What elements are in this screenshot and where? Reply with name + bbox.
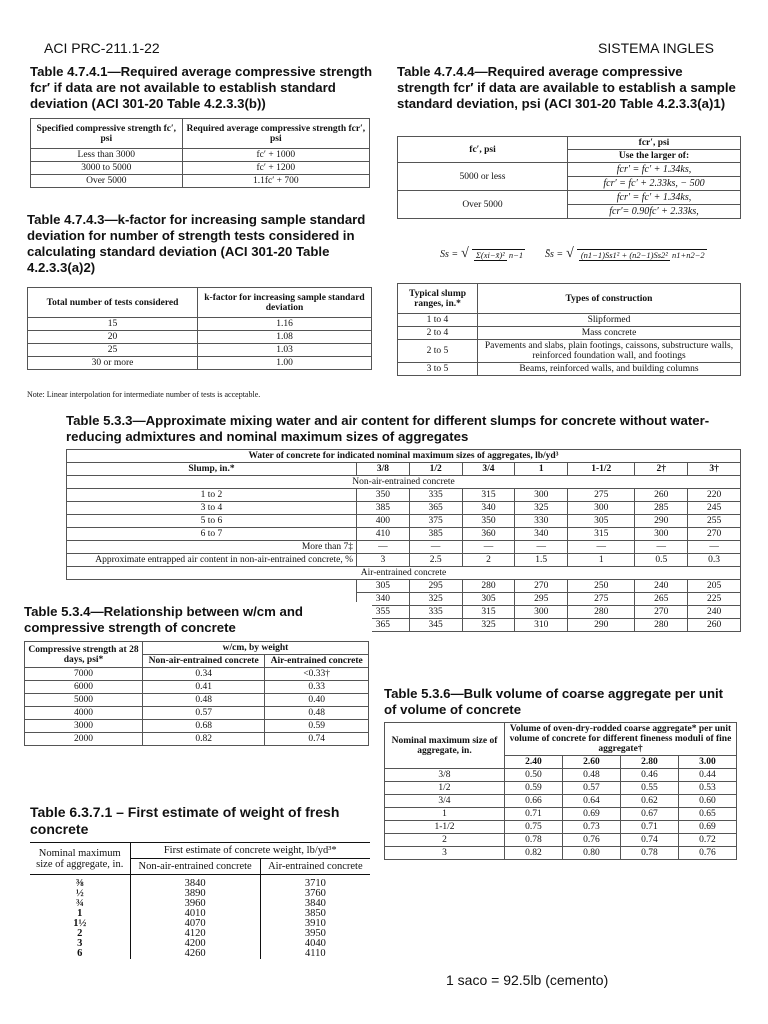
table-cell: 0.74 <box>620 834 678 847</box>
table-header: First estimate of concrete weight, lb/yd³* <box>130 843 370 859</box>
table-cell: fcr′ = fc′ + 1.34ks, <box>568 191 741 205</box>
table-row <box>67 489 741 502</box>
table-cell: 300 <box>568 502 635 515</box>
table-cell: 0.71 <box>620 821 678 834</box>
table-row <box>385 808 737 821</box>
formula-ss: Ss = √ Σ(xi−x̄)² n−1 <box>440 246 524 261</box>
table-cell: 0.3 <box>688 554 741 567</box>
table-cell: 315 <box>462 489 515 502</box>
table-cell: — <box>688 541 741 554</box>
table-4741 <box>30 118 370 188</box>
table-header: 3.00 <box>678 756 736 769</box>
table-header: Water of concrete for indicated nominal maximum sizes of aggregates, lb/yd³ <box>67 450 741 463</box>
table-cell: 0.76 <box>562 834 620 847</box>
table-cell: 3 <box>385 847 505 860</box>
table-cell: 0.69 <box>678 821 736 834</box>
table-cell: 0.62 <box>620 795 678 808</box>
table-row <box>25 720 369 733</box>
table-header: Slump, in.* <box>67 463 357 476</box>
table-row <box>25 733 369 746</box>
formula-fraction <box>577 249 707 260</box>
table-cell: 6 to 7 <box>67 528 357 541</box>
table-cell: 0.59 <box>265 720 369 733</box>
table-cell: 260 <box>688 619 741 632</box>
table-cell: 400 <box>357 515 410 528</box>
formula-label: Ss = <box>440 248 459 260</box>
table-header: 2† <box>635 463 688 476</box>
table-533-caption: Table 5.3.3—Approximate mixing water and air content for different slumps for concrete without water-reducing admixtures and nominal maximum sizes of aggregates <box>66 413 710 444</box>
table-cell: 3000 <box>25 720 143 733</box>
table-header: Air-entrained concrete <box>265 655 369 668</box>
table-row <box>385 769 737 782</box>
table-row <box>25 681 369 694</box>
table-cell: 280 <box>635 619 688 632</box>
table-cell: 1 <box>568 554 635 567</box>
table-cell: 5000 <box>25 694 143 707</box>
table-cell: — <box>357 541 410 554</box>
table-cell-empty <box>67 580 357 593</box>
table-cell: 265 <box>635 593 688 606</box>
table-cell: 315 <box>568 528 635 541</box>
table-cell: fcr′= 0.90fc′ + 2.33ks, <box>568 205 741 219</box>
table-cell: fcr′ = fc′ + 2.33ks, − 500 <box>568 177 741 191</box>
table-cell: 305 <box>568 515 635 528</box>
table-cell: 1 <box>385 808 505 821</box>
table-cell: 0.66 <box>505 795 563 808</box>
formula-denominator: n−1 <box>508 249 524 260</box>
table-cell: 270 <box>515 580 568 593</box>
table-header: Volume of oven-dry-rodded coarse aggregate* per unit volume of concrete for different fineness moduli of fine aggregate† <box>505 723 737 756</box>
table-cell: 375 <box>409 515 462 528</box>
table-row <box>67 528 741 541</box>
table-534-caption: Table 5.3.4—Relationship between w/cm and compressive strength of concrete <box>24 604 303 635</box>
table-row <box>385 795 737 808</box>
table-header: k-factor for increasing sample standard deviation <box>198 288 372 318</box>
table-cell: 0.82 <box>143 733 265 746</box>
table-header: w/cm, by weight <box>143 642 369 655</box>
table-cell: 330 <box>515 515 568 528</box>
table-cell: 0.48 <box>265 707 369 720</box>
table-header: 1 <box>515 463 568 476</box>
table-cell: 20 <box>28 331 198 344</box>
table-cell: More than 7‡ <box>67 541 357 554</box>
table-header: 3/4 <box>462 463 515 476</box>
table-cell: Beams, reinforced walls, and building columns <box>478 363 741 376</box>
table-cell: Over 5000 <box>398 191 568 219</box>
table-cell: 345 <box>409 619 462 632</box>
table-cell: 335 <box>409 489 462 502</box>
table-row <box>385 821 737 834</box>
table-cell: 245 <box>688 502 741 515</box>
table-row <box>25 694 369 707</box>
table-cell: 1.1fc′ + 700 <box>182 175 369 188</box>
table-header: fcr′, psi <box>568 137 741 150</box>
table-cell: 325 <box>462 619 515 632</box>
table-cell: 325 <box>409 593 462 606</box>
table-cell: fc′ + 1200 <box>182 162 369 175</box>
table-cell: 270 <box>635 606 688 619</box>
table-header: Total number of tests considered <box>28 288 198 318</box>
table-cell: 1.03 <box>198 344 372 357</box>
table-cell: 385 <box>409 528 462 541</box>
table-cell: 300 <box>515 489 568 502</box>
table-header: 3/8 <box>357 463 410 476</box>
table-cell: 350 <box>357 489 410 502</box>
table-cell: 270 <box>688 528 741 541</box>
table-cell: 285 <box>635 502 688 515</box>
table-cell: 0.41 <box>143 681 265 694</box>
table-cell: 0.78 <box>505 834 563 847</box>
table-cell: 0.76 <box>678 847 736 860</box>
table-cell: 1.00 <box>198 357 372 370</box>
table-cell: 280 <box>462 580 515 593</box>
table-cell: — <box>515 541 568 554</box>
table-row <box>67 502 741 515</box>
table-header: fc′, psi <box>398 137 568 163</box>
table-row <box>398 327 741 340</box>
table-row <box>398 340 741 363</box>
table-cell: 225 <box>688 593 741 606</box>
table-cell: 275 <box>568 489 635 502</box>
table-cell: 290 <box>568 619 635 632</box>
table-cell: 0.68 <box>143 720 265 733</box>
table-cell: 3/8 <box>385 769 505 782</box>
table-4744-caption: Table 4.7.4.4—Required average compressive strength fcr′ if data are available to establish a sample standard deviation, psi (ACI 301-20 Table 4.2.3.3(a)1) <box>397 64 736 111</box>
table-cell: 3710 3760 3840 3850 3910 3950 4040 4110 <box>304 878 326 959</box>
table-cell: 2 <box>385 834 505 847</box>
table-cell: 25 <box>28 344 198 357</box>
table-header: Nominal maximum size of aggregate, in. <box>385 723 505 769</box>
table-cell: 3/4 <box>385 795 505 808</box>
table-row <box>398 363 741 376</box>
table-header: Types of construction <box>478 284 741 314</box>
table-534 <box>24 641 369 746</box>
table-cell: Approximate entrapped air content in non-air-entrained concrete, % <box>67 554 357 567</box>
table-cell: 205 <box>688 580 741 593</box>
table-row <box>25 707 369 720</box>
system-label: SISTEMA INGLES <box>598 40 714 56</box>
table-536-caption: Table 5.3.6—Bulk volume of coarse aggregate per unit of volume of concrete <box>384 686 724 717</box>
table-cell: Mass concrete <box>478 327 741 340</box>
table-cell: 260 <box>635 489 688 502</box>
table-cell: <0.33† <box>265 668 369 681</box>
table-cell: — <box>462 541 515 554</box>
table-6371-caption: Table 6.3.7.1 – First estimate of weight of fresh concrete <box>30 804 340 837</box>
table-4743 <box>27 287 372 370</box>
table-row <box>398 191 741 205</box>
table-cell: 280 <box>568 606 635 619</box>
table-header: 1-1/2 <box>568 463 635 476</box>
table-row <box>398 163 741 177</box>
table-cell: 0.50 <box>505 769 563 782</box>
table-cell: 30 or more <box>28 357 198 370</box>
table-cell: 4000 <box>25 707 143 720</box>
table-header: 2.40 <box>505 756 563 769</box>
table-cell: 0.57 <box>143 707 265 720</box>
table-cell: — <box>409 541 462 554</box>
table-row <box>28 331 372 344</box>
table-section-label: Non-air-entrained concrete <box>67 476 741 489</box>
table-cell: 5000 or less <box>398 163 568 191</box>
table-cell: 0.60 <box>678 795 736 808</box>
table-cell: 2 <box>462 554 515 567</box>
table-cell: 0.44 <box>678 769 736 782</box>
table-cell: 3000 to 5000 <box>31 162 183 175</box>
table-row <box>31 175 370 188</box>
table-cell: 240 <box>635 580 688 593</box>
table-cell: 0.82 <box>505 847 563 860</box>
table-cell: 0.65 <box>678 808 736 821</box>
table-cell: 325 <box>515 502 568 515</box>
table-header: Air-entrained concrete <box>260 859 370 875</box>
table-header: Typical slump ranges, in.* <box>398 284 478 314</box>
table-row <box>67 541 741 554</box>
table-cell: 0.48 <box>143 694 265 707</box>
table-header: Non-air-entrained concrete <box>143 655 265 668</box>
table-cell: Slipformed <box>478 314 741 327</box>
table-cell: 385 <box>357 502 410 515</box>
formula-fraction <box>472 249 525 260</box>
table-cell: fcr′ = fc′ + 1.34ks, <box>568 163 741 177</box>
table-cell: 410 <box>357 528 410 541</box>
table-cell: 360 <box>462 528 515 541</box>
table-cell: 300 <box>635 528 688 541</box>
table-cell: 0.67 <box>620 808 678 821</box>
table-row <box>385 847 737 860</box>
table-cell: 220 <box>688 489 741 502</box>
table-section-label: Air-entrained concrete <box>67 567 741 580</box>
table-cell: 1 to 4 <box>398 314 478 327</box>
table-cell: 0.74 <box>265 733 369 746</box>
table-cell: — <box>635 541 688 554</box>
table-cell: 240 <box>688 606 741 619</box>
table-cell: ⅜ ½ ¾ 1 1½ 2 3 6 <box>30 875 130 960</box>
formula-denominator: n1+n2−2 <box>671 249 705 260</box>
table-cell: Less than 3000 <box>31 149 183 162</box>
table-cell: 0.53 <box>678 782 736 795</box>
table-cell: 15 <box>28 318 198 331</box>
table-cell: 0.48 <box>562 769 620 782</box>
slump-table <box>397 283 741 376</box>
table-header: 3† <box>688 463 741 476</box>
table-cell: 0.59 <box>505 782 563 795</box>
table-cell: 1 to 2 <box>67 489 357 502</box>
table-header: Non-air-entrained concrete <box>130 859 260 875</box>
table-cell: 0.75 <box>505 821 563 834</box>
table-row <box>31 162 370 175</box>
table-4743-note: Note: Linear interpolation for intermediate number of tests is acceptable. <box>27 390 261 399</box>
table-cell: 0.34 <box>143 668 265 681</box>
table-header: Compressive strength at 28 days, psi* <box>25 642 143 668</box>
table-cell: Pavements and slabs, plain footings, caissons, substructure walls, reinforced foundation wall, and footings <box>478 340 741 363</box>
table-cell: 0.33 <box>265 681 369 694</box>
table-cell: 0.5 <box>635 554 688 567</box>
table-cell: 2.5 <box>409 554 462 567</box>
table-cell: 0.72 <box>678 834 736 847</box>
table-cell: 340 <box>357 593 410 606</box>
formula-numerator: Σ(xi−x̄)² <box>475 249 505 260</box>
table-cell: 365 <box>409 502 462 515</box>
table-cell: 295 <box>515 593 568 606</box>
table-cell: 0.80 <box>562 847 620 860</box>
table-cell: 3840 3890 3960 4010 4070 4120 4200 4260 <box>130 875 260 960</box>
table-header: Specified compressive strength fc′, psi <box>31 119 183 149</box>
table-header: 1/2 <box>409 463 462 476</box>
formula-ssbar: S̄s = √ (n1−1)Ss1² + (n2−1)Ss2² n1+n2−2 <box>545 246 705 261</box>
table-cell: 2 to 4 <box>398 327 478 340</box>
document-id: ACI PRC-211.1-22 <box>44 40 160 56</box>
cement-bag-note: 1 saco = 92.5lb (cemento) <box>446 972 609 988</box>
table-cell: 335 <box>409 606 462 619</box>
table-cell: 0.57 <box>562 782 620 795</box>
table-cell: 0.46 <box>620 769 678 782</box>
table-cell: 0.71 <box>505 808 563 821</box>
table-row <box>28 357 372 370</box>
table-4744 <box>397 136 741 219</box>
table-row <box>67 515 741 528</box>
table-cell: 340 <box>515 528 568 541</box>
table-536 <box>384 722 737 860</box>
table-row <box>67 554 741 567</box>
table-cell: 340 <box>462 502 515 515</box>
table-row <box>25 668 369 681</box>
table-cell: 2 to 5 <box>398 340 478 363</box>
table-cell: 250 <box>568 580 635 593</box>
table-6371 <box>30 842 370 959</box>
table-header: Required average compressive strength fcr′, psi <box>182 119 369 149</box>
table-row <box>28 344 372 357</box>
table-cell: 275 <box>568 593 635 606</box>
table-cell: 0.73 <box>562 821 620 834</box>
table-cell: 7000 <box>25 668 143 681</box>
table-cell: 6000 <box>25 681 143 694</box>
table-cell: 355 <box>357 606 410 619</box>
table-cell: 0.69 <box>562 808 620 821</box>
table-row <box>28 318 372 331</box>
table-cell: Over 5000 <box>31 175 183 188</box>
table-cell: 0.64 <box>562 795 620 808</box>
table-cell: 3 to 4 <box>67 502 357 515</box>
table-row <box>385 782 737 795</box>
table-cell: 2000 <box>25 733 143 746</box>
table-cell: 1/2 <box>385 782 505 795</box>
table-cell: 0.55 <box>620 782 678 795</box>
table-cell: fc′ + 1000 <box>182 149 369 162</box>
table-cell: 3 to 5 <box>398 363 478 376</box>
table-row <box>398 314 741 327</box>
table-cell: 0.40 <box>265 694 369 707</box>
table-header: Nominal maximum size of aggregate, in. <box>30 843 130 875</box>
table-cell: 305 <box>462 593 515 606</box>
formula-label: S̄s = <box>545 248 564 260</box>
table-cell: 315 <box>462 606 515 619</box>
table-cell: 1.16 <box>198 318 372 331</box>
table-cell: 255 <box>688 515 741 528</box>
table-cell: 1-1/2 <box>385 821 505 834</box>
table-cell: — <box>568 541 635 554</box>
table-cell: 300 <box>515 606 568 619</box>
table-cell: 290 <box>635 515 688 528</box>
table-header: 2.80 <box>620 756 678 769</box>
table-cell: 1.5 <box>515 554 568 567</box>
formula-numerator: (n1−1)Ss1² + (n2−1)Ss2² <box>580 249 668 260</box>
table-cell: 0.78 <box>620 847 678 860</box>
table-4743-caption: Table 4.7.4.3—k-factor for increasing sample standard deviation for number of strength tests considered in calculating standard deviation (ACI 301-20 Table 4.2.3.3(a)2) <box>27 212 366 275</box>
table-header: 2.60 <box>562 756 620 769</box>
table-cell: 1.08 <box>198 331 372 344</box>
table-cell: 5 to 6 <box>67 515 357 528</box>
table-cell: 365 <box>357 619 410 632</box>
table-header: Use the larger of: <box>568 150 741 163</box>
table-cell: 295 <box>409 580 462 593</box>
table-cell: 350 <box>462 515 515 528</box>
table-row <box>30 875 370 960</box>
table-row <box>385 834 737 847</box>
table-cell: 305 <box>357 580 410 593</box>
table-cell: 310 <box>515 619 568 632</box>
table-cell: 3 <box>357 554 410 567</box>
table-4741-caption: Table 4.7.4.1—Required average compressive strength fcr′ if data are not available to establish standard deviation (ACI 301-20 Table 4.2.3.3(b)) <box>30 64 373 111</box>
table-row <box>31 149 370 162</box>
table-row <box>67 580 741 593</box>
